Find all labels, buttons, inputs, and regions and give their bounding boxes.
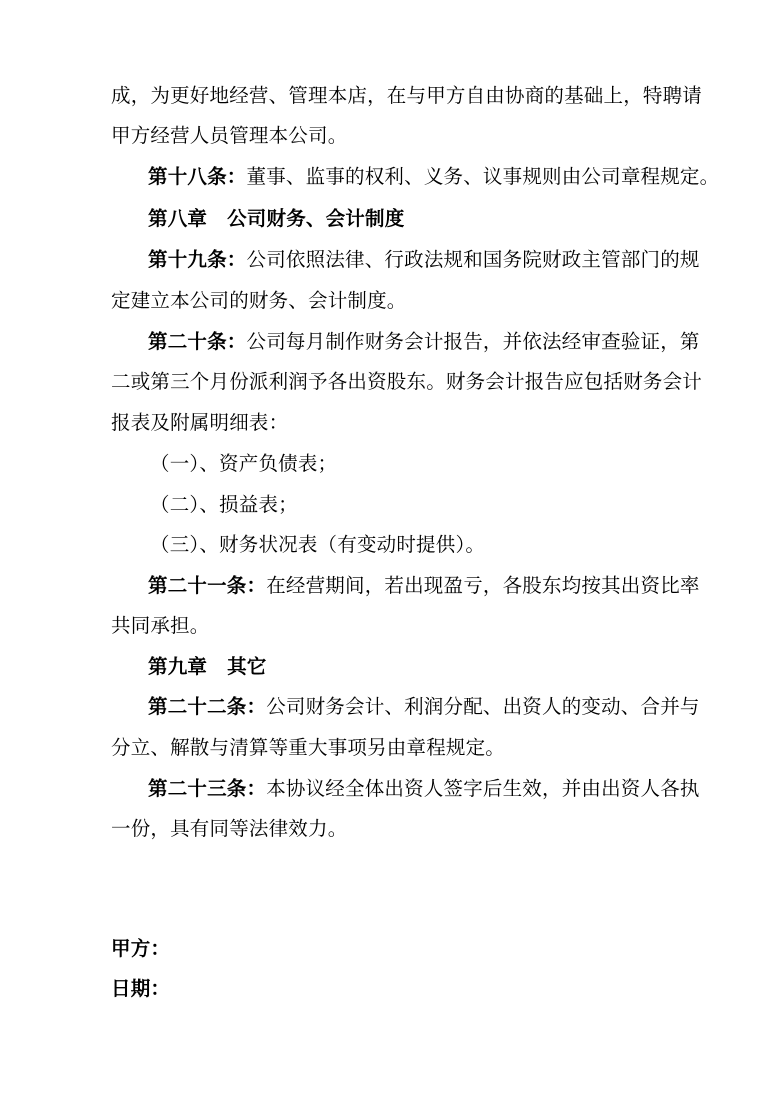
- article-18-text: 董事、监事的权利、义务、议事规则由公司章程规定。: [246, 165, 720, 188]
- article-22-text-1: 公司财务会计、利润分配、出资人的变动、合并与: [266, 695, 700, 718]
- article-23-line-1: [148, 777, 700, 801]
- article-20-line-2: 二或第三个月份派利润予各出资股东。财务会计报告应包括财务会计: [111, 370, 703, 393]
- intro-line-2: 甲方经营人员管理本公司。: [111, 124, 348, 147]
- chapter-9-heading: [148, 655, 267, 679]
- article-18: [148, 165, 719, 189]
- article-22-line-2: 分立、解散与清算等重大事项另由章程规定。: [111, 736, 506, 759]
- party-a-label: 甲方：: [111, 937, 171, 960]
- article-20-text-1: 公司每月制作财务会计报告，并依法经审查验证，第: [246, 330, 700, 353]
- article-21-label: 第二十一条：: [148, 574, 267, 597]
- article-20-label: 第二十条：: [148, 330, 247, 353]
- chapter-8-heading: [148, 207, 404, 231]
- article-19-line-1: [148, 248, 700, 272]
- article-20-line-1: [148, 330, 700, 354]
- article-20-line-3: 报表及附属明细表：: [111, 411, 289, 434]
- article-21-text-1: 在经营期间，若出现盈亏，各股东均按其出资比率: [266, 574, 700, 597]
- article-22-label: 第二十二条：: [148, 695, 267, 718]
- list-item-2: （二）、损益表；: [150, 493, 298, 516]
- article-23-line-2: 一份，具有同等法律效力。: [111, 817, 348, 840]
- article-18-label: 第十八条：: [148, 165, 247, 188]
- list-item-1: （一）、资产负债表；: [150, 452, 338, 475]
- article-19-text-1: 公司依照法律、行政法规和国务院财政主管部门的规: [246, 248, 700, 271]
- intro-line-1: 成，为更好地经营、管理本店，在与甲方自由协商的基础上，特聘请: [111, 84, 703, 107]
- article-22-line-1: [148, 695, 700, 719]
- article-19-line-2: 定建立本公司的财务、会计制度。: [111, 289, 407, 312]
- article-23-label: 第二十三条：: [148, 777, 267, 800]
- list-item-3: （三）、财务状况表（有变动时提供）。: [150, 533, 486, 556]
- chapter-9-number: 第九章: [148, 655, 208, 678]
- chapter-8-title: 公司财务、会计制度: [227, 207, 405, 230]
- article-21-line-2: 共同承担。: [111, 614, 210, 637]
- article-19-label: 第十九条：: [148, 248, 247, 271]
- article-23-text-1: 本协议经全体出资人签字后生效，并由出资人各执: [266, 777, 700, 800]
- chapter-8-number: 第八章: [148, 207, 208, 230]
- date-label: 日期：: [111, 977, 171, 1000]
- chapter-9-title: 其它: [227, 655, 267, 678]
- article-21-line-1: [148, 574, 700, 598]
